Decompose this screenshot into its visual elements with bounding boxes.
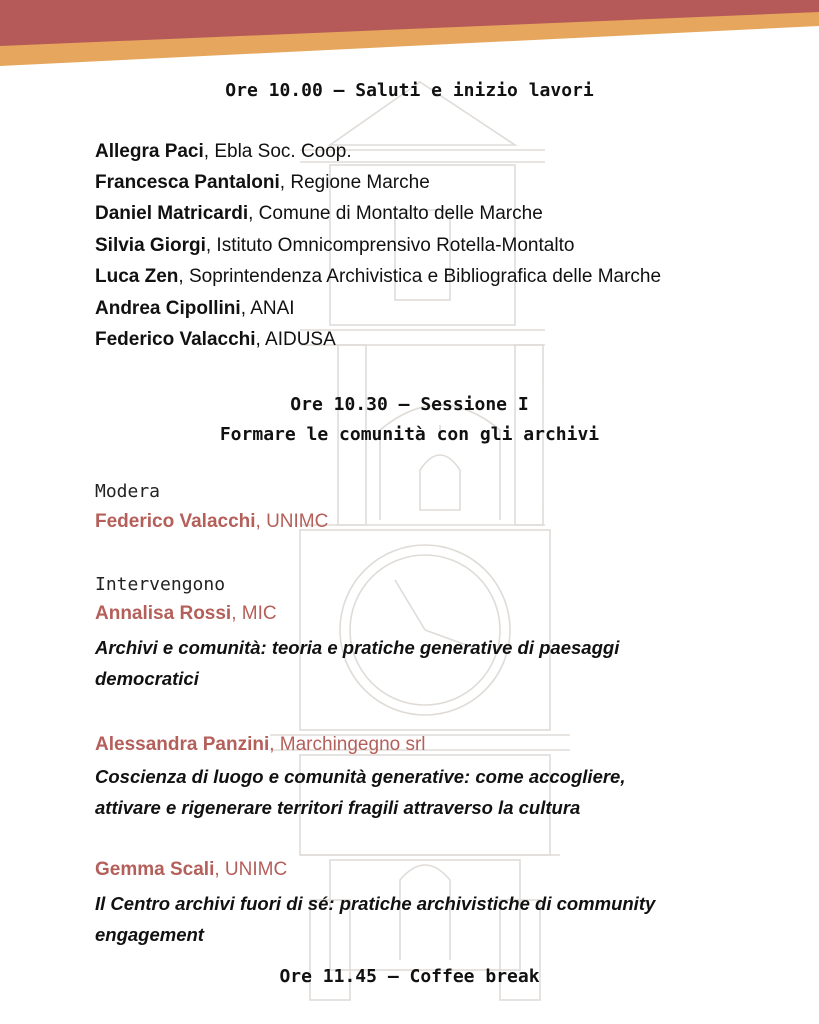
greeting-item: Federico Valacchi, AIDUSA — [95, 329, 336, 350]
moderator-label: Modera — [95, 481, 161, 502]
talk-title-continued: engagement — [95, 924, 204, 945]
greeting-item: Luca Zen, Soprintendenza Archivistica e Bibliografica delle Marche — [95, 266, 662, 287]
greeting-item: Silvia Giorgi, Istituto Omnicomprensivo Rotella-Montalto — [95, 235, 575, 256]
greeting-item: Francesca Pantaloni, Regione Marche — [95, 172, 430, 193]
talk-title: Coscienza di luogo e comunità generative: come accogliere, — [95, 766, 626, 787]
talk-title-continued: attivare e rigenerare territori fragili attraverso la cultura — [95, 797, 581, 818]
session-heading-title: Formare le comunità con gli archivi — [219, 424, 600, 445]
opening-heading: Ore 10.00 – Saluti e inizio lavori — [225, 80, 594, 101]
speaker-name: Alessandra Panzini, Marchingegno srl — [95, 734, 426, 755]
session-heading-time: Ore 10.30 – Sessione I — [290, 394, 529, 415]
moderator-name: Federico Valacchi, UNIMC — [95, 511, 329, 532]
speakers-label: Intervengono — [95, 574, 226, 595]
greeting-item: Daniel Matricardi, Comune di Montalto delle Marche — [95, 203, 543, 224]
speaker-name: Gemma Scali, UNIMC — [95, 859, 288, 880]
talk-title: Il Centro archivi fuori di sé: pratiche archivistiche di community — [95, 893, 656, 914]
talk-title-continued: democratici — [95, 668, 199, 689]
greeting-item: Andrea Cipollini, ANAI — [95, 298, 295, 319]
talk-title: Archivi e comunità: teoria e pratiche generative di paesaggi — [95, 637, 620, 658]
greeting-item: Allegra Paci, Ebla Soc. Coop. — [95, 141, 352, 162]
speaker-name: Annalisa Rossi, MIC — [95, 603, 277, 624]
break-heading: Ore 11.45 – Coffee break — [279, 966, 540, 987]
